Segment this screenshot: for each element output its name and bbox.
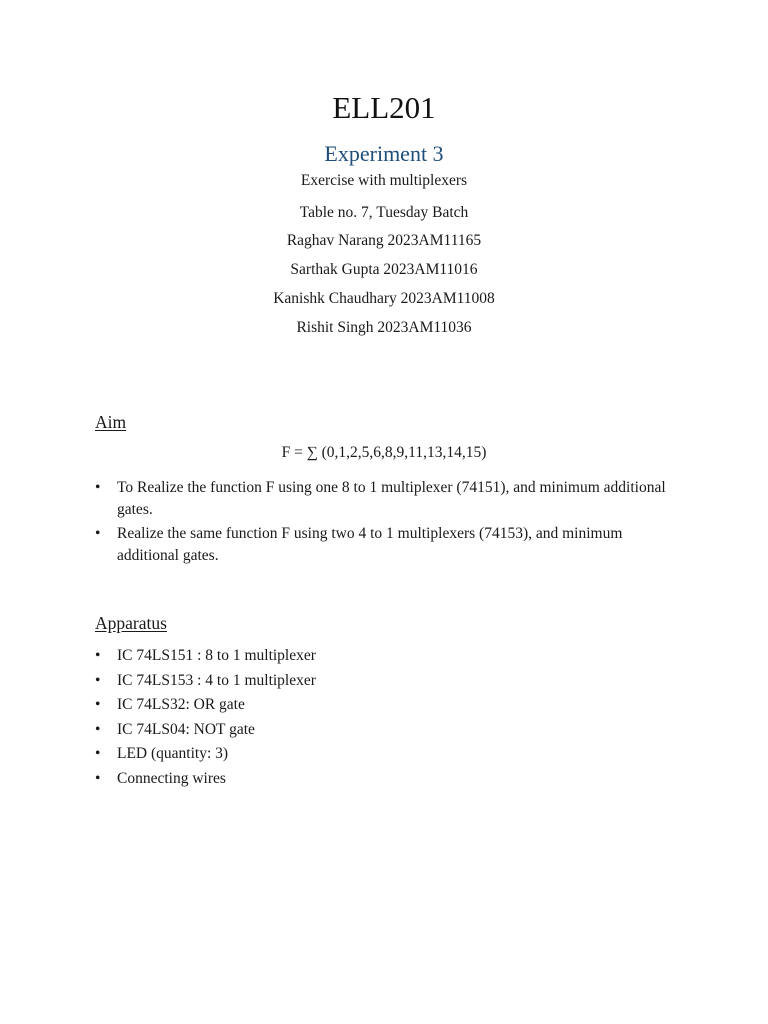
bullet-icon: • bbox=[95, 647, 101, 664]
function-formula: F = ∑ (0,1,2,5,6,8,9,11,13,14,15) bbox=[281, 444, 487, 461]
list-item bbox=[95, 523, 675, 567]
apparatus-heading: Apparatus bbox=[95, 613, 167, 633]
aim-item-text: Realize the same function F using two 4 to 1 multiplexers (74153), and minimum additional gates. bbox=[117, 525, 623, 564]
table-batch-line: Table no. 7, Tuesday Batch bbox=[299, 204, 469, 221]
bullet-icon: • bbox=[95, 479, 101, 496]
member-line: Rishit Singh 2023AM11036 bbox=[296, 319, 472, 336]
bullet-icon: • bbox=[95, 720, 101, 738]
list-item bbox=[95, 767, 675, 792]
list-item bbox=[95, 644, 675, 669]
apparatus-item-text: IC 74LS32: OR gate bbox=[117, 696, 245, 713]
list-item bbox=[95, 693, 675, 718]
member-line: Raghav Narang 2023AM11165 bbox=[286, 232, 482, 249]
bullet-icon: • bbox=[95, 525, 101, 542]
bullet-icon: • bbox=[95, 671, 101, 689]
course-code-title: ELL201 bbox=[332, 90, 436, 125]
experiment-title: Experiment 3 bbox=[324, 141, 444, 166]
list-item bbox=[95, 742, 675, 767]
aim-item-text: To Realize the function F using one 8 to 1 multiplexer (74151), and minimum additional gates. bbox=[117, 479, 666, 518]
list-item bbox=[95, 718, 675, 743]
apparatus-item-text: IC 74LS151 : 8 to 1 multiplexer bbox=[117, 647, 316, 664]
apparatus-item-text: LED (quantity: 3) bbox=[117, 745, 229, 762]
list-item bbox=[95, 669, 675, 694]
member-line: Kanishk Chaudhary 2023AM11008 bbox=[273, 290, 495, 307]
bullet-icon: • bbox=[95, 745, 101, 762]
apparatus-item-text: IC 74LS153 : 4 to 1 multiplexer bbox=[117, 671, 316, 689]
apparatus-list bbox=[95, 644, 675, 791]
member-line: Sarthak Gupta 2023AM11016 bbox=[290, 261, 478, 278]
aim-list bbox=[95, 477, 675, 569]
list-item bbox=[95, 477, 675, 521]
apparatus-item-text: IC 74LS04: NOT gate bbox=[117, 720, 255, 738]
bullet-icon: • bbox=[95, 696, 101, 713]
aim-heading: Aim bbox=[95, 412, 127, 432]
apparatus-item-text: Connecting wires bbox=[117, 769, 226, 787]
experiment-subtitle: Exercise with multiplexers bbox=[300, 172, 468, 189]
bullet-icon: • bbox=[95, 769, 101, 787]
